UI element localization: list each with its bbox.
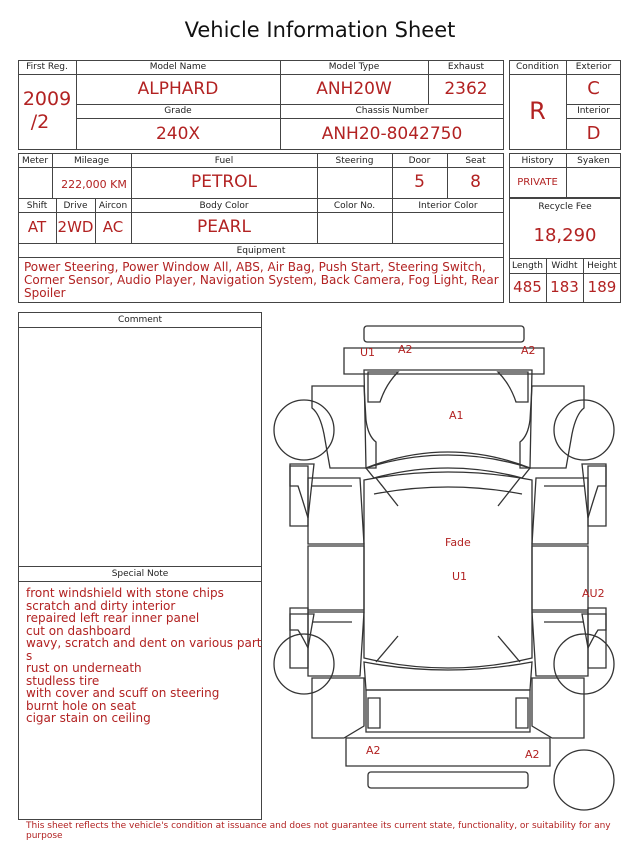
chassis-value: ANH20-8042750 <box>321 124 463 144</box>
condition-label: Condition <box>516 62 559 72</box>
note-line: rust on underneath <box>26 661 142 675</box>
equipment-value: Power Steering, Power Window All, ABS, Air Bag, Push Start, Steering Switch, Corner Sensor, Audio Player, Navigation System, Back Camera, Fog Light, Rear Spoiler <box>24 260 499 300</box>
first-reg-year: 2009 <box>22 88 72 110</box>
drive-value: 2WD <box>57 218 94 236</box>
length-label: Length <box>511 261 544 271</box>
special-note-list <box>26 586 262 725</box>
height-label: Height <box>587 261 617 271</box>
drive-label: Drive <box>63 201 88 211</box>
mileage-label: Mileage <box>73 156 110 166</box>
damage-mark-a2-rear-left: A2 <box>366 744 381 757</box>
grade-value: 240X <box>155 124 201 144</box>
disclaimer-footer: This sheet reflects the vehicle's condition at issuance and does not guarantee its current state, functionality, or suitability for any purpose <box>26 821 611 841</box>
note-line: cut on dashboard <box>26 623 131 638</box>
interior-label: Interior <box>577 106 610 116</box>
damage-mark-fade-roof: Fade <box>445 536 471 549</box>
damage-mark-u1-front: U1 <box>360 346 376 359</box>
aircon-label: Aircon <box>98 201 128 211</box>
color-no-label: Color No. <box>333 201 376 211</box>
model-name-label: Model Name <box>149 62 207 72</box>
interior-color-label: Interior Color <box>418 201 478 211</box>
exterior-label: Exterior <box>575 62 612 72</box>
exterior-value: C <box>587 78 600 99</box>
history-label: History <box>521 156 554 166</box>
damage-mark-a2-front-left: A2 <box>398 343 413 356</box>
steering-label: Steering <box>335 156 374 166</box>
model-type-label: Model Type <box>328 62 380 72</box>
page-title: Vehicle Information Sheet <box>184 18 456 42</box>
body-color-value: PEARL <box>197 217 251 237</box>
seat-label: Seat <box>465 156 486 166</box>
seat-value: 8 <box>470 172 481 192</box>
fuel-value: PETROL <box>190 172 258 192</box>
mileage-value: 222,000 KM <box>61 178 127 191</box>
special-note-label: Special Note <box>111 569 169 579</box>
exhaust-value: 2362 <box>444 79 488 99</box>
height-value: 189 <box>587 278 617 296</box>
meter-label: Meter <box>21 156 49 166</box>
fuel-label: Fuel <box>214 156 234 166</box>
note-line: studless tire <box>26 673 100 688</box>
shift-label: Shift <box>26 201 48 211</box>
note-line: with cover and scuff on steering <box>26 686 220 700</box>
door-label: Door <box>408 156 431 166</box>
model-name-value: ALPHARD <box>137 79 219 99</box>
model-type-value: ANH20W <box>316 79 392 99</box>
condition-value: R <box>529 97 546 125</box>
note-line: cigar stain on ceiling <box>26 711 151 725</box>
damage-mark-au2-right: AU2 <box>582 587 605 600</box>
grade-label: Grade <box>164 106 192 116</box>
first-reg-month: /2 <box>30 111 50 133</box>
door-value: 5 <box>414 172 425 192</box>
exhaust-label: Exhaust <box>447 62 485 72</box>
note-line: s <box>26 648 33 663</box>
car-diagram <box>268 318 628 818</box>
note-line: wavy, scratch and dent on various part <box>26 636 262 650</box>
damage-mark-a2-rear-right: A2 <box>525 748 540 761</box>
interior-value: D <box>586 123 601 144</box>
chassis-label: Chassis Number <box>355 106 429 116</box>
length-value: 485 <box>513 278 542 296</box>
damage-mark-a2-front-right: A2 <box>521 344 536 357</box>
width-label: Widht <box>551 261 578 271</box>
shift-value: AT <box>27 218 47 236</box>
history-value: PRIVATE <box>517 177 558 188</box>
note-line: burnt hole on seat <box>26 698 137 713</box>
recycle-value: 18,290 <box>533 225 597 246</box>
note-line: repaired left rear inner panel <box>26 611 200 625</box>
syaken-label: Syaken <box>577 156 610 166</box>
damage-mark-u1-roof: U1 <box>452 570 468 583</box>
equipment-label: Equipment <box>236 246 286 256</box>
first-reg-label: First Reg. <box>26 62 68 72</box>
body-color-label: Body Color <box>199 201 249 211</box>
note-line: front windshield with stone chips <box>26 586 224 600</box>
aircon-value: AC <box>102 218 124 236</box>
width-value: 183 <box>550 278 579 296</box>
damage-mark-a1-hood: A1 <box>449 409 464 422</box>
comment-label: Comment <box>117 315 163 325</box>
note-line: scratch and dirty interior <box>26 598 176 613</box>
recycle-label: Recycle Fee <box>538 202 592 212</box>
